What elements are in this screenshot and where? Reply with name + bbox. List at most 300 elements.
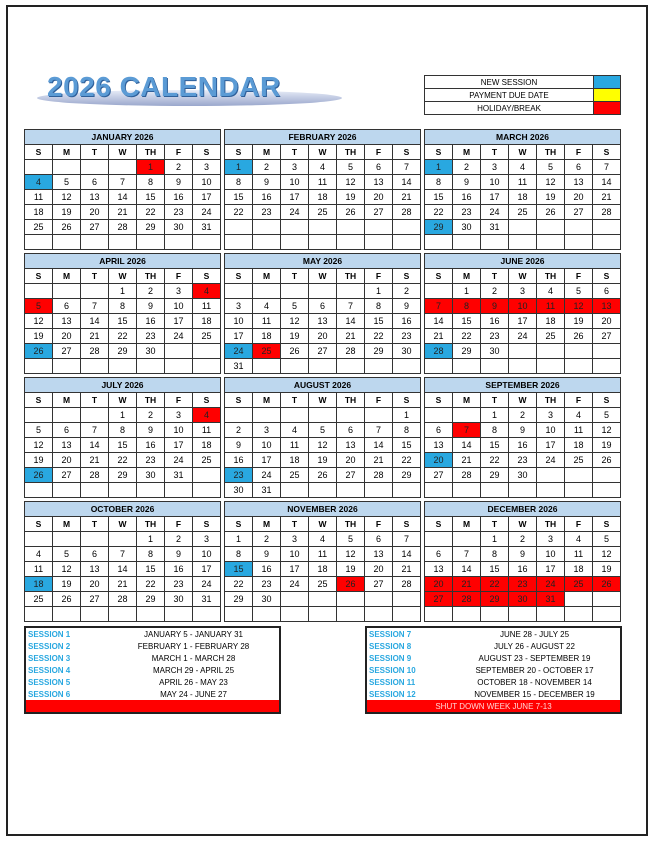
empty-cell	[281, 359, 309, 374]
week-row	[25, 562, 221, 577]
day-cell: 9	[481, 299, 509, 314]
empty-cell	[25, 408, 53, 423]
day-cell: 28	[425, 344, 453, 359]
session-dates: JANUARY 5 - JANUARY 31	[143, 629, 243, 639]
day-cell: 3	[481, 160, 509, 175]
day-cell: 2	[453, 160, 481, 175]
empty-cell	[281, 408, 309, 423]
empty-cell	[81, 235, 109, 250]
empty-cell	[337, 235, 365, 250]
day-cell: 20	[53, 329, 81, 344]
day-cell: 28	[593, 205, 621, 220]
day-cell: 17	[165, 438, 193, 453]
day-cell: 5	[309, 423, 337, 438]
empty-cell	[593, 359, 621, 374]
day-cell: 19	[25, 453, 53, 468]
weekday-label: TH	[137, 269, 165, 284]
day-cell: 10	[537, 423, 565, 438]
weekday-label: F	[165, 517, 193, 532]
empty-cell	[53, 160, 81, 175]
day-cell: 15	[453, 314, 481, 329]
day-cell: 4	[25, 547, 53, 562]
day-cell: 6	[53, 299, 81, 314]
day-cell: 3	[193, 160, 221, 175]
day-cell: 1	[365, 284, 393, 299]
day-cell: 29	[481, 592, 509, 607]
weekday-label: T	[81, 517, 109, 532]
weekday-label: F	[165, 393, 193, 408]
week-row	[225, 547, 421, 562]
day-cell: 2	[137, 284, 165, 299]
weekday-label: S	[225, 145, 253, 160]
day-cell: 26	[25, 468, 53, 483]
day-cell: 22	[109, 453, 137, 468]
day-cell: 18	[565, 438, 593, 453]
day-cell: 3	[537, 408, 565, 423]
weekday-label: T	[281, 393, 309, 408]
day-cell: 23	[137, 453, 165, 468]
weekday-header	[25, 393, 221, 408]
weekday-label: T	[281, 145, 309, 160]
weekday-label: S	[25, 517, 53, 532]
day-cell: 21	[425, 329, 453, 344]
day-cell: 11	[509, 175, 537, 190]
session-dates: OCTOBER 18 - NOVEMBER 14	[477, 677, 592, 687]
day-cell: 25	[309, 577, 337, 592]
day-cell: 18	[281, 453, 309, 468]
day-cell: 9	[137, 299, 165, 314]
day-cell: 23	[165, 205, 193, 220]
day-cell: 8	[365, 299, 393, 314]
week-row	[25, 205, 221, 220]
empty-cell	[425, 235, 453, 250]
legend-swatch-holiday	[594, 102, 621, 115]
day-cell: 25	[281, 468, 309, 483]
day-cell: 7	[453, 547, 481, 562]
empty-cell	[53, 483, 81, 498]
empty-cell	[25, 284, 53, 299]
weekday-label: F	[565, 393, 593, 408]
day-cell: 10	[193, 547, 221, 562]
day-cell: 17	[225, 329, 253, 344]
empty-cell	[365, 483, 393, 498]
weekday-label: F	[165, 269, 193, 284]
weekday-header	[225, 517, 421, 532]
week-row	[425, 532, 621, 547]
session-row	[25, 652, 280, 664]
week-row	[25, 314, 221, 329]
month-title: JUNE 2026	[425, 254, 621, 269]
day-cell: 14	[81, 314, 109, 329]
day-cell: 24	[165, 329, 193, 344]
week-row	[425, 438, 621, 453]
month-title: MAY 2026	[225, 254, 421, 269]
week-row	[25, 220, 221, 235]
day-cell: 4	[309, 160, 337, 175]
day-cell: 19	[281, 329, 309, 344]
day-cell: 20	[309, 329, 337, 344]
month-march	[424, 129, 621, 250]
session-footer-row	[25, 700, 280, 713]
week-row	[425, 468, 621, 483]
day-cell: 27	[425, 468, 453, 483]
empty-cell	[565, 468, 593, 483]
week-row	[425, 344, 621, 359]
day-cell: 14	[337, 314, 365, 329]
day-cell: 27	[565, 205, 593, 220]
week-row	[225, 235, 421, 250]
weekday-header	[425, 517, 621, 532]
week-row	[425, 284, 621, 299]
day-cell: 24	[193, 577, 221, 592]
week-row	[225, 438, 421, 453]
day-cell: 20	[365, 562, 393, 577]
day-cell: 5	[337, 160, 365, 175]
day-cell: 3	[165, 284, 193, 299]
empty-cell	[309, 592, 337, 607]
empty-cell	[193, 483, 221, 498]
day-cell: 11	[537, 299, 565, 314]
day-cell: 1	[109, 408, 137, 423]
day-cell: 17	[537, 562, 565, 577]
day-cell: 15	[481, 562, 509, 577]
empty-cell	[25, 235, 53, 250]
legend-label: HOLIDAY/BREAK	[425, 102, 594, 115]
empty-cell	[53, 235, 81, 250]
week-row	[225, 220, 421, 235]
empty-cell	[537, 483, 565, 498]
day-cell: 27	[81, 592, 109, 607]
empty-cell	[337, 408, 365, 423]
day-cell: 10	[253, 438, 281, 453]
week-row	[25, 190, 221, 205]
day-cell: 28	[81, 344, 109, 359]
day-cell: 13	[425, 562, 453, 577]
weekday-label: M	[53, 517, 81, 532]
empty-cell	[537, 607, 565, 622]
weekday-label: S	[193, 269, 221, 284]
empty-cell	[393, 483, 421, 498]
day-cell: 13	[365, 175, 393, 190]
day-cell: 14	[393, 547, 421, 562]
empty-cell	[337, 359, 365, 374]
day-cell: 22	[481, 577, 509, 592]
day-cell: 28	[453, 468, 481, 483]
empty-cell	[81, 483, 109, 498]
month-june	[424, 253, 621, 374]
day-cell: 30	[453, 220, 481, 235]
empty-cell	[393, 235, 421, 250]
weekday-label: S	[393, 145, 421, 160]
empty-cell	[25, 607, 53, 622]
empty-cell	[225, 607, 253, 622]
day-cell: 4	[309, 532, 337, 547]
month-april	[24, 253, 221, 374]
session-dates: APRIL 26 - MAY 23	[159, 677, 228, 687]
day-cell: 17	[281, 562, 309, 577]
day-cell: 23	[509, 453, 537, 468]
day-cell: 5	[565, 284, 593, 299]
month-title: APRIL 2026	[25, 254, 221, 269]
day-cell: 14	[81, 438, 109, 453]
day-cell: 9	[393, 299, 421, 314]
empty-cell	[509, 483, 537, 498]
day-cell: 30	[253, 592, 281, 607]
day-cell: 14	[453, 438, 481, 453]
weekday-header	[25, 269, 221, 284]
day-cell: 28	[337, 344, 365, 359]
day-cell: 15	[137, 562, 165, 577]
weekday-label: TH	[537, 393, 565, 408]
session-name: SESSION 8	[369, 641, 412, 651]
weekday-label: S	[425, 145, 453, 160]
day-cell: 2	[137, 408, 165, 423]
day-cell: 29	[137, 220, 165, 235]
day-cell: 23	[225, 468, 253, 483]
day-cell: 12	[25, 314, 53, 329]
empty-cell	[453, 359, 481, 374]
week-row	[425, 205, 621, 220]
empty-cell	[509, 344, 537, 359]
empty-cell	[109, 359, 137, 374]
weekday-label: M	[253, 269, 281, 284]
empty-cell	[109, 483, 137, 498]
day-cell: 13	[337, 438, 365, 453]
weekday-label: S	[225, 269, 253, 284]
weekday-label: F	[365, 393, 393, 408]
session-name: SESSION 9	[369, 653, 412, 663]
session-dates: AUGUST 23 - SEPTEMBER 19	[478, 653, 591, 663]
session-name: SESSION 3	[28, 653, 71, 663]
day-cell: 27	[593, 329, 621, 344]
day-cell: 22	[109, 329, 137, 344]
weekday-label: S	[593, 145, 621, 160]
day-cell: 6	[365, 532, 393, 547]
month-august	[224, 377, 421, 498]
day-cell: 12	[593, 423, 621, 438]
day-cell: 5	[537, 160, 565, 175]
session-dates: SEPTEMBER 20 - OCTOBER 17	[475, 665, 594, 675]
day-cell: 18	[193, 438, 221, 453]
week-row	[225, 299, 421, 314]
day-cell: 17	[253, 453, 281, 468]
empty-cell	[53, 284, 81, 299]
day-cell: 6	[565, 160, 593, 175]
day-cell: 29	[481, 468, 509, 483]
week-row	[225, 607, 421, 622]
day-cell: 10	[193, 175, 221, 190]
weekday-label: TH	[537, 269, 565, 284]
empty-cell	[453, 235, 481, 250]
day-cell: 13	[565, 175, 593, 190]
day-cell: 1	[225, 532, 253, 547]
empty-cell	[509, 607, 537, 622]
empty-cell	[481, 483, 509, 498]
week-row	[425, 299, 621, 314]
weekday-label: F	[365, 145, 393, 160]
day-cell: 5	[337, 532, 365, 547]
month-title: JULY 2026	[25, 378, 221, 393]
empty-cell	[81, 160, 109, 175]
weekday-label: W	[509, 145, 537, 160]
weekday-label: F	[365, 269, 393, 284]
day-cell: 11	[309, 175, 337, 190]
session-row	[25, 640, 280, 652]
day-cell: 7	[109, 175, 137, 190]
weekday-label: T	[281, 269, 309, 284]
day-cell: 24	[537, 577, 565, 592]
day-cell: 15	[365, 314, 393, 329]
day-cell: 7	[453, 423, 481, 438]
day-cell: 29	[109, 344, 137, 359]
weekday-label: S	[193, 393, 221, 408]
empty-cell	[565, 483, 593, 498]
day-cell: 24	[281, 205, 309, 220]
day-cell: 3	[193, 532, 221, 547]
day-cell: 27	[309, 344, 337, 359]
weekday-label: T	[481, 393, 509, 408]
session-row	[366, 627, 621, 640]
empty-cell	[565, 359, 593, 374]
weekday-label: F	[565, 517, 593, 532]
day-cell: 28	[109, 220, 137, 235]
day-cell: 21	[81, 453, 109, 468]
weekday-label: S	[225, 517, 253, 532]
empty-cell	[193, 344, 221, 359]
session-dates: MAY 24 - JUNE 27	[160, 689, 227, 699]
day-cell: 4	[509, 160, 537, 175]
empty-cell	[281, 592, 309, 607]
day-cell: 6	[53, 423, 81, 438]
month-november	[224, 501, 421, 622]
day-cell: 13	[365, 547, 393, 562]
day-cell: 8	[481, 423, 509, 438]
week-row	[25, 438, 221, 453]
empty-cell	[53, 359, 81, 374]
empty-cell	[137, 607, 165, 622]
month-title: AUGUST 2026	[225, 378, 421, 393]
day-cell: 20	[425, 453, 453, 468]
day-cell: 5	[53, 547, 81, 562]
empty-cell	[365, 607, 393, 622]
empty-cell	[109, 532, 137, 547]
weekday-label: TH	[337, 269, 365, 284]
empty-cell	[53, 532, 81, 547]
weekday-label: W	[109, 517, 137, 532]
weekday-label: TH	[337, 393, 365, 408]
day-cell: 18	[193, 314, 221, 329]
day-cell: 21	[81, 329, 109, 344]
empty-cell	[425, 284, 453, 299]
empty-cell	[281, 220, 309, 235]
weekday-label: F	[165, 145, 193, 160]
day-cell: 16	[509, 562, 537, 577]
day-cell: 9	[225, 438, 253, 453]
day-cell: 13	[53, 438, 81, 453]
weekday-label: S	[425, 393, 453, 408]
day-cell: 27	[337, 468, 365, 483]
session-row	[25, 627, 280, 640]
day-cell: 31	[193, 592, 221, 607]
week-row	[425, 235, 621, 250]
day-cell: 11	[25, 562, 53, 577]
empty-cell	[225, 235, 253, 250]
weekday-header	[225, 393, 421, 408]
session-name: SESSION 12	[369, 689, 416, 699]
day-cell: 16	[253, 190, 281, 205]
day-cell: 8	[425, 175, 453, 190]
day-cell: 6	[365, 160, 393, 175]
day-cell: 8	[481, 547, 509, 562]
day-cell: 8	[453, 299, 481, 314]
day-cell: 14	[393, 175, 421, 190]
day-cell: 11	[25, 190, 53, 205]
empty-cell	[137, 235, 165, 250]
day-cell: 12	[337, 175, 365, 190]
day-cell: 26	[53, 592, 81, 607]
footer-bar	[25, 700, 280, 713]
empty-cell	[253, 284, 281, 299]
month-december	[424, 501, 621, 622]
empty-cell	[81, 532, 109, 547]
week-row	[25, 607, 221, 622]
empty-cell	[537, 235, 565, 250]
session-name: SESSION 7	[369, 629, 412, 639]
sessions-table-left	[24, 626, 281, 714]
day-cell: 1	[425, 160, 453, 175]
day-cell: 8	[137, 175, 165, 190]
week-row	[425, 607, 621, 622]
weekday-label: S	[193, 145, 221, 160]
day-cell: 30	[393, 344, 421, 359]
month-title: SEPTEMBER 2026	[425, 378, 621, 393]
empty-cell	[393, 607, 421, 622]
day-cell: 22	[393, 453, 421, 468]
day-cell: 7	[337, 299, 365, 314]
day-cell: 16	[393, 314, 421, 329]
empty-cell	[365, 220, 393, 235]
day-cell: 25	[25, 220, 53, 235]
day-cell: 28	[81, 468, 109, 483]
day-cell: 12	[25, 438, 53, 453]
week-row	[25, 408, 221, 423]
day-cell: 16	[253, 562, 281, 577]
day-cell: 27	[365, 577, 393, 592]
day-cell: 3	[537, 532, 565, 547]
session-footer-row	[366, 700, 621, 713]
day-cell: 23	[253, 577, 281, 592]
month-october	[24, 501, 221, 622]
empty-cell	[309, 359, 337, 374]
day-cell: 16	[225, 453, 253, 468]
week-row	[225, 532, 421, 547]
day-cell: 23	[481, 329, 509, 344]
empty-cell	[393, 592, 421, 607]
day-cell: 2	[509, 532, 537, 547]
empty-cell	[253, 607, 281, 622]
weekday-label: TH	[337, 145, 365, 160]
day-cell: 16	[137, 314, 165, 329]
day-cell: 24	[253, 468, 281, 483]
day-cell: 12	[337, 547, 365, 562]
page-title: 2026 CALENDAR	[47, 71, 281, 102]
empty-cell	[593, 220, 621, 235]
month-title: MARCH 2026	[425, 130, 621, 145]
day-cell: 29	[137, 592, 165, 607]
empty-cell	[25, 532, 53, 547]
week-row	[225, 160, 421, 175]
day-cell: 26	[281, 344, 309, 359]
